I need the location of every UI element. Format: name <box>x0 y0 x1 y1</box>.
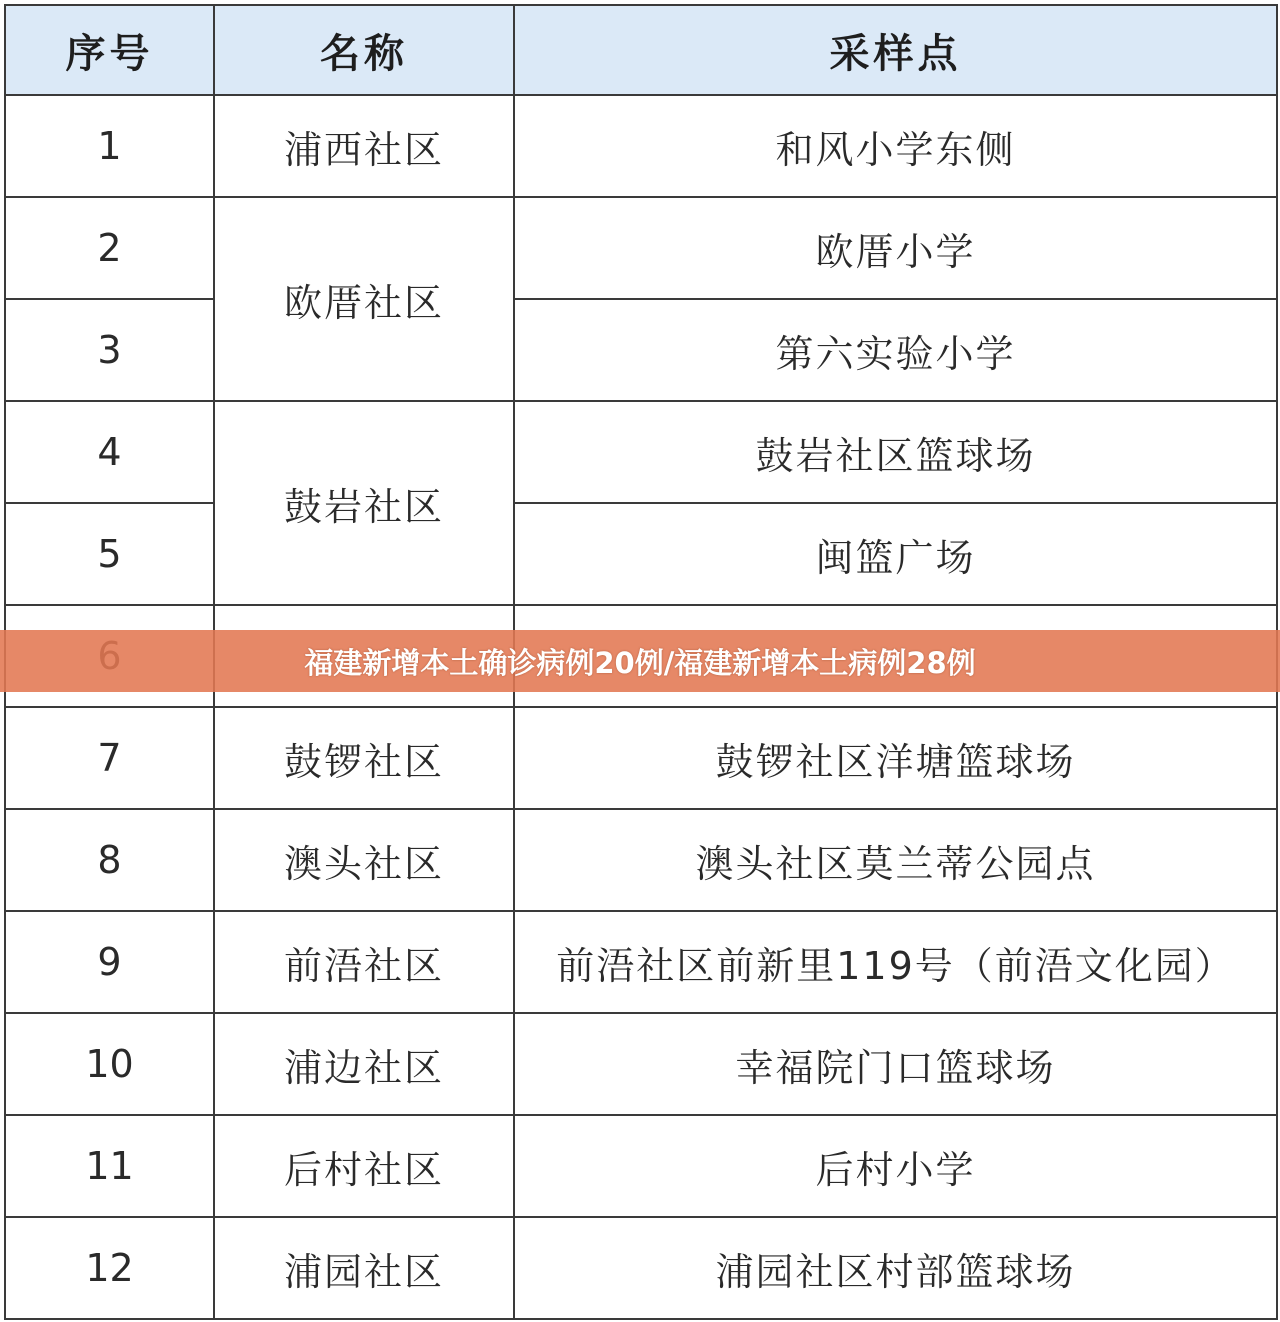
table-row <box>5 1115 1277 1217</box>
header-index: 序号 <box>5 5 214 95</box>
row-index: 10 <box>5 1013 214 1115</box>
row-index: 3 <box>5 299 214 401</box>
row-name: 前浯社区 <box>214 911 514 1013</box>
row-index: 8 <box>5 809 214 911</box>
table-row <box>5 197 1277 299</box>
row-index: 9 <box>5 911 214 1013</box>
row-site: 前浯社区前新里119号（前浯文化园） <box>514 911 1277 1013</box>
table-header-row <box>5 5 1277 95</box>
row-index: 12 <box>5 1217 214 1319</box>
row-index: 4 <box>5 401 214 503</box>
row-site: 鼓岩社区篮球场 <box>514 401 1277 503</box>
row-index: 1 <box>5 95 214 197</box>
table-row <box>5 911 1277 1013</box>
row-name: 浦西社区 <box>214 95 514 197</box>
row-site: 第六实验小学 <box>514 299 1277 401</box>
row-site: 浦园社区村部篮球场 <box>514 1217 1277 1319</box>
title-banner <box>0 630 1280 692</box>
row-name: 欧厝社区 <box>214 197 514 401</box>
row-index: 2 <box>5 197 214 299</box>
table-row <box>5 707 1277 809</box>
table-row <box>5 1217 1277 1319</box>
row-site: 幸福院门口篮球场 <box>514 1013 1277 1115</box>
row-name: 浦边社区 <box>214 1013 514 1115</box>
row-site: 后村小学 <box>514 1115 1277 1217</box>
row-site: 和风小学东侧 <box>514 95 1277 197</box>
row-site: 欧厝小学 <box>514 197 1277 299</box>
table-row <box>5 95 1277 197</box>
table-row <box>5 1013 1277 1115</box>
table-row <box>5 299 1277 401</box>
table-row <box>5 503 1277 605</box>
row-name: 澳头社区 <box>214 809 514 911</box>
header-name: 名称 <box>214 5 514 95</box>
row-site: 鼓锣社区洋塘篮球场 <box>514 707 1277 809</box>
row-name: 浦园社区 <box>214 1217 514 1319</box>
row-site: 闽篮广场 <box>514 503 1277 605</box>
table-row <box>5 401 1277 503</box>
table-row <box>5 809 1277 911</box>
row-site: 澳头社区莫兰蒂公园点 <box>514 809 1277 911</box>
row-name: 鼓岩社区 <box>214 401 514 605</box>
row-name: 鼓锣社区 <box>214 707 514 809</box>
row-name: 后村社区 <box>214 1115 514 1217</box>
row-index: 5 <box>5 503 214 605</box>
header-site: 采样点 <box>514 5 1277 95</box>
row-index: 7 <box>5 707 214 809</box>
banner-title: 福建新增本土确诊病例20例/福建新增本土病例28例 <box>304 645 976 680</box>
row-index: 11 <box>5 1115 214 1217</box>
